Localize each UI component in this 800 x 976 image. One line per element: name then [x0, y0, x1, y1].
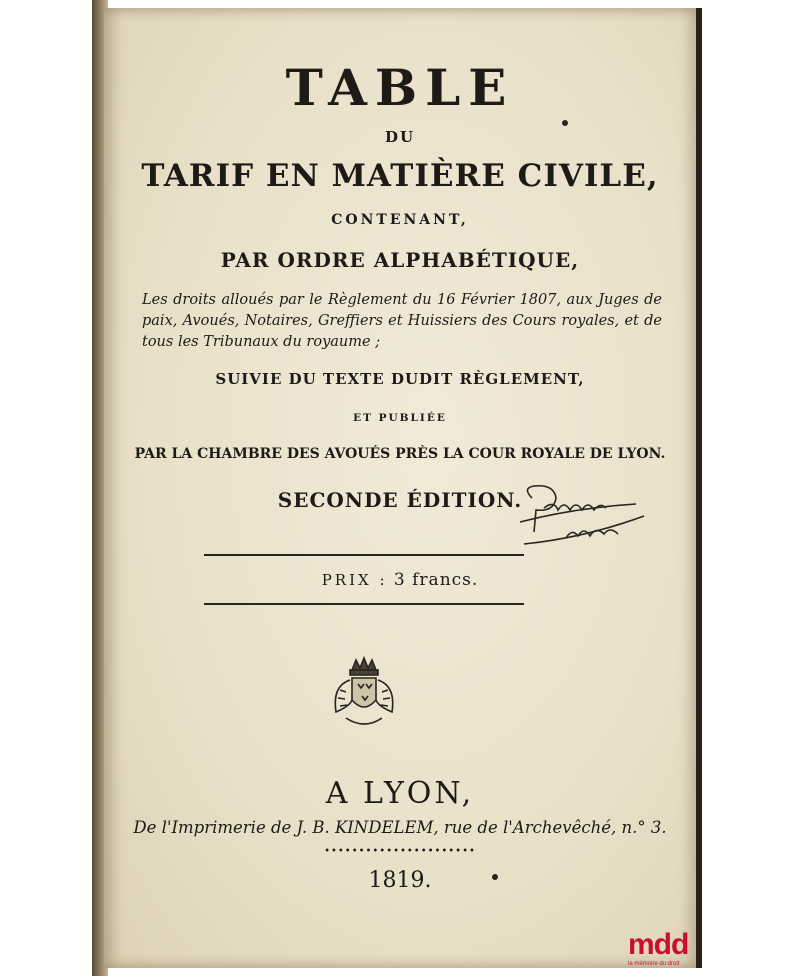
ink-speck	[492, 874, 498, 880]
publiee-text: ET PUBLIÉE	[353, 412, 447, 424]
suivie-text: SUIVIE DU TEXTE DUDIT RÈGLEMENT,	[215, 370, 585, 388]
place-of-publication: A LYON,	[325, 776, 475, 811]
logo-mark: mdd	[628, 928, 689, 961]
rule-bottom	[204, 603, 524, 605]
rule-top	[204, 554, 524, 556]
publication-year: 1819.	[368, 868, 432, 893]
description-paragraph: Les droits alloués par le Règlement du 16 Février 1807, aux Juges de paix, Avoués, Notaires, Greffiers et Huissiers des Cours royales, et de tous les Tribunaux du royaume ;	[142, 292, 662, 350]
chambre-text: PAR LA CHAMBRE DES AVOUÉS PRÈS LA COUR ROYALE DE LYON.	[134, 446, 666, 462]
price-value: 3 francs.	[393, 570, 479, 590]
contenant-text: CONTENANT,	[331, 212, 469, 228]
printer-line: De l'Imprimerie de J. B. KINDELEM, rue de l'Archevêché, n.° 3.	[133, 818, 667, 837]
price-line	[104, 570, 696, 590]
mdd-logo	[628, 930, 700, 970]
edition-text: SECONDE ÉDITION.	[277, 488, 523, 512]
royal-crest-icon	[326, 656, 402, 734]
page-title: TABLE	[285, 58, 515, 117]
title-du: DU	[384, 128, 416, 146]
ornament-dots: ••••••••••••••••••••••	[324, 846, 476, 857]
ordre-text: PAR ORDRE ALPHABÉTIQUE,	[220, 248, 580, 272]
subtitle-tarif: TARIF EN MATIÈRE CIVILE,	[141, 158, 659, 194]
ink-speck	[562, 120, 568, 126]
title-page	[104, 8, 702, 968]
handwritten-signature-icon	[514, 478, 654, 558]
logo-subtitle: la mémoire du droit	[628, 961, 680, 967]
price-label: PRIX :	[321, 571, 388, 589]
